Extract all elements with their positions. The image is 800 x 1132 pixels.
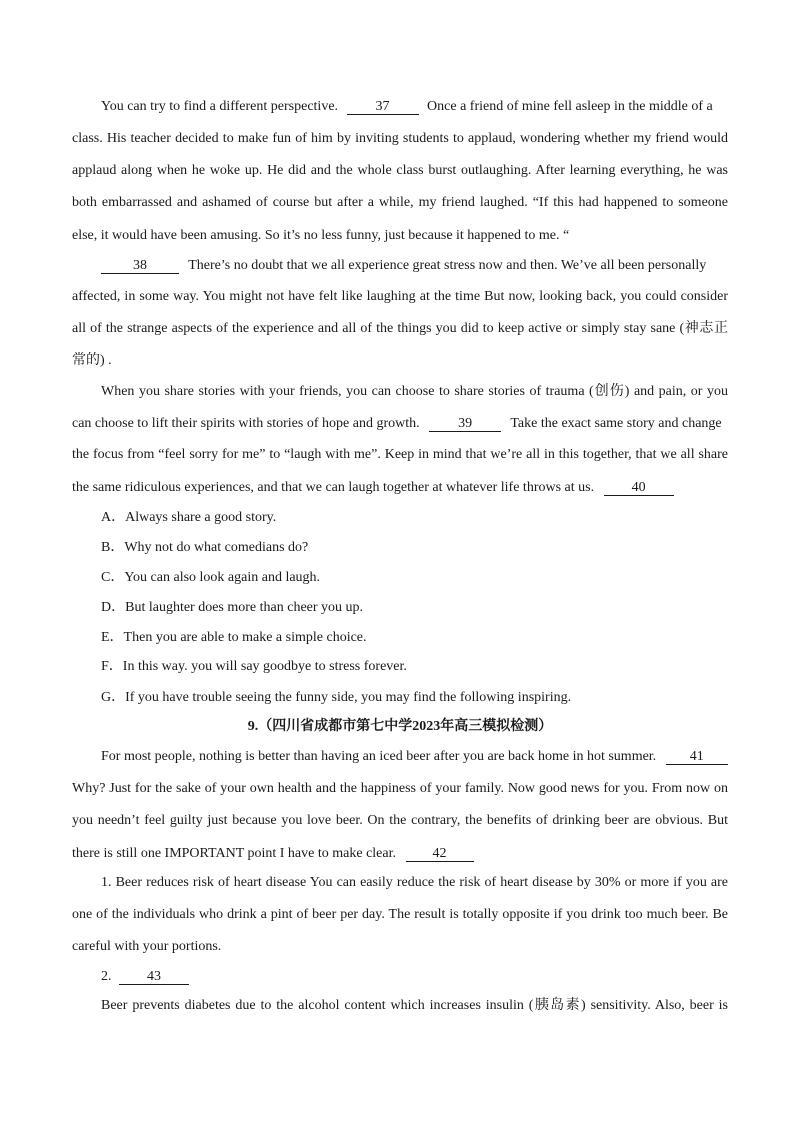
answer-blank-39: 39	[429, 416, 501, 432]
option-g: G．If you have trouble seeing the funny side, you may find the following inspiring.	[101, 690, 572, 705]
text-line: 常的) .	[72, 353, 112, 368]
text-line	[72, 479, 728, 497]
text-line: else, it would have been amusing. So it’s no less funny, just because it happened to me. “	[72, 228, 570, 243]
text-span: You can try to find a different perspective.	[101, 99, 339, 114]
text-span: the same ridiculous experiences, and that we can laugh together at whatever life throws at us.	[72, 480, 595, 495]
text-line: Beer prevents diabetes due to the alcohol content which increases insulin (胰岛素) sensitivity. Also, beer is	[101, 998, 728, 1013]
option-b: B．Why not do what comedians do?	[101, 540, 309, 555]
text-line: all of the strange aspects of the experience and all of the things you did to keep active or simply stay sane (神志正	[72, 321, 728, 336]
text-line	[72, 415, 728, 433]
answer-blank-41: 41	[666, 749, 728, 765]
text-line: both embarrassed and ashamed of course but after a while, my friend laughed. “If this had happened to someone	[72, 195, 728, 210]
text-span: Once a friend of mine fell asleep in the middle of a	[427, 99, 713, 114]
answer-blank-38: 38	[101, 258, 179, 274]
text-span: Take the exact same story and change	[510, 416, 722, 431]
option-e: E．Then you are able to make a simple choice.	[101, 630, 367, 645]
text-line	[101, 257, 728, 275]
text-line	[101, 98, 728, 116]
text-line: you needn’t feel guilty just because you love beer. On the contrary, the benefits of drinking beer are obvious. But	[72, 813, 728, 828]
text-line: applaud along when he woke up. He did and the whole class burst outlaughing. After learning everything, he was	[72, 163, 728, 178]
option-c: C．You can also look again and laugh.	[101, 570, 321, 585]
text-span: can choose to lift their spirits with stories of hope and growth.	[72, 416, 420, 431]
text-line: 1. Beer reduces risk of heart disease You can easily reduce the risk of heart disease by 30% or more if you are	[101, 875, 728, 890]
text-line: careful with your portions.	[72, 939, 222, 954]
text-line	[101, 748, 746, 766]
text-line: affected, in some way. You might not have felt like laughing at the time But now, looking back, you could consider	[72, 289, 728, 304]
option-f: F．In this way. you will say goodbye to stress forever.	[101, 659, 407, 674]
option-a: A．Always share a good story.	[101, 510, 277, 525]
text-line: class. His teacher decided to make fun of him by inviting students to applaud, wondering whether my friend would	[72, 131, 728, 146]
answer-blank-40: 40	[604, 480, 674, 496]
text-line: the focus from “feel sorry for me” to “laugh with me”. Keep in mind that we’re all in this together, that we all share	[72, 447, 728, 462]
option-d: D．But laughter does more than cheer you up.	[101, 600, 364, 615]
answer-blank-42: 42	[406, 846, 474, 862]
text-line: When you share stories with your friends, you can choose to share stories of trauma (创伤) and pain, or you	[101, 384, 728, 399]
text-line	[72, 845, 728, 863]
text-line	[101, 968, 301, 986]
item-number: 2.	[101, 969, 112, 984]
text-span: there is still one IMPORTANT point I have to make clear.	[72, 846, 396, 861]
text-span: There’s no doubt that we all experience great stress now and then. We’ve all been personally	[188, 258, 707, 273]
section-heading: 9.（四川省成都市第七中学2023年高三模拟检测）	[247, 719, 553, 734]
text-line: Why? Just for the sake of your own health and the happiness of your family. Now good news for you. From now on	[72, 781, 728, 796]
answer-blank-43: 43	[119, 969, 189, 985]
text-span: For most people, nothing is better than having an iced beer after you are back home in hot summer.	[101, 749, 657, 764]
text-line: one of the individuals who drink a pint of beer per day. The result is totally opposite if you drink too much beer. Be	[72, 907, 728, 922]
answer-blank-37: 37	[347, 99, 419, 115]
